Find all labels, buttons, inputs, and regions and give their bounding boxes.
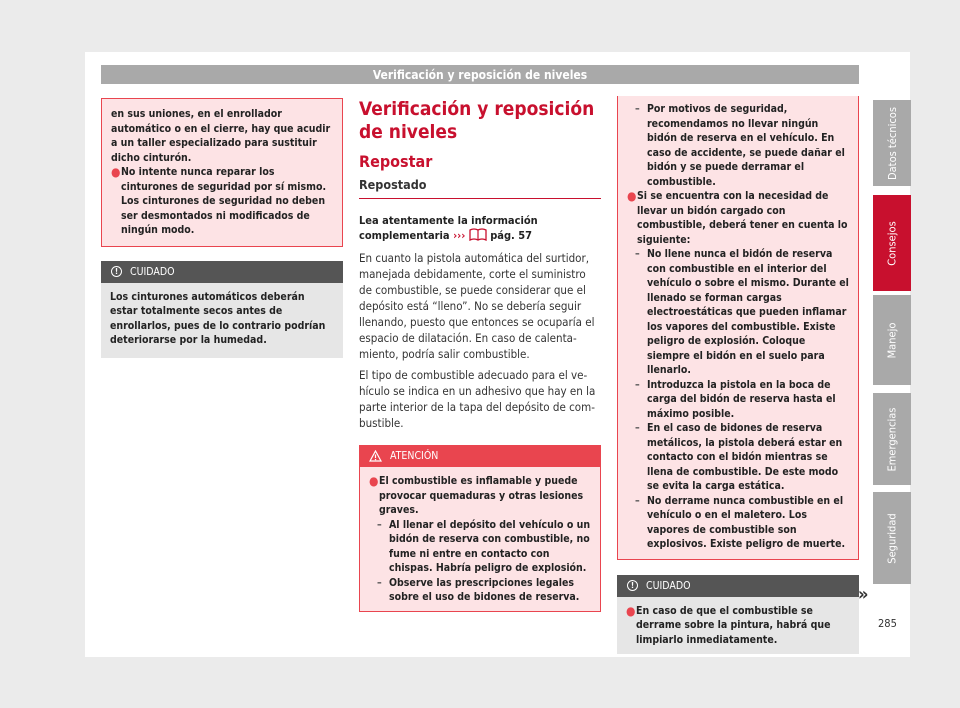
page-reference-link[interactable]: pág. 57 [490, 229, 533, 242]
caution-body [617, 597, 859, 655]
tab-seguridad[interactable] [873, 492, 911, 584]
warning-bullet-text: Si se encuentra con la necesidad de llevar un bidón cargado con combustible, deberá tener en cuenta lo siguiente: [637, 190, 848, 246]
tab-datos-tecnicos[interactable] [873, 100, 911, 186]
caution-header [101, 261, 343, 283]
bullet-dot-icon: ● [111, 165, 121, 179]
dash-marker: – [377, 576, 382, 589]
caution-box [617, 575, 859, 655]
page-header: Verificación y reposición de niveles [101, 65, 859, 84]
book-icon[interactable] [469, 228, 487, 241]
tab-label: Consejos [885, 220, 899, 266]
warning-dash-text: Por motivos de seguridad, recomendamos no llevar ningún bidón de reserva en el vehículo. En caso de accidente, se puede dañar el bidón y se puede derramar el combustible. [647, 103, 845, 188]
dash-marker: – [635, 378, 640, 391]
warning-bullet [111, 165, 333, 238]
section-subtitle-2: Repostado [359, 177, 601, 199]
warning-dash-text: No derrame nunca combustible en el vehículo o en el maletero. Los vapores de combustible son explosivos. Existe peligro de muerte. [647, 494, 846, 550]
tab-label: Emergencias [885, 407, 899, 471]
bullet-dot-icon: ● [627, 189, 637, 203]
tab-label: Seguridad [885, 512, 899, 564]
warning-dash-item [635, 247, 849, 378]
tab-consejos[interactable] [873, 195, 911, 291]
column-2 [359, 98, 601, 612]
warning-box-continued [101, 98, 343, 247]
caution-bullet-text: En caso de que el combustible se derrame sobre la pintura, habrá que limpiarlo inmediatamente. [636, 604, 831, 646]
warning-dash-item [377, 518, 591, 576]
tab-label: Manejo [885, 322, 899, 358]
warning-box [359, 445, 601, 612]
caution-header [617, 575, 859, 597]
warning-dash-item [377, 576, 591, 605]
lead-label: Lea atentamente la información complementaria [359, 214, 538, 242]
warning-triangle-icon [369, 450, 382, 462]
warning-header [359, 445, 601, 467]
paragraph-2: El tipo de combustible adecuado para el vehículo se indica en un adhesivo que hay en la parte interior de la tapa del depósito de combustible. [359, 368, 596, 430]
dash-marker: – [377, 518, 382, 531]
caution-icon: ! [111, 266, 122, 277]
tab-label: Datos técnicos [885, 106, 899, 180]
warning-box-continued [617, 96, 859, 560]
dash-marker: – [635, 103, 640, 115]
column-1 [101, 98, 343, 358]
warning-dash-item [635, 102, 849, 189]
warning-dash-text: No llene nunca el bidón de reserva con combustible en el interior del vehículo o sobre el mismo. Durante el llenado se forman cargas electroestáticas que pueden inflamar los vapores del combustible. Existe peligro de explosión. Coloque siempre el bidón en el suelo para llenarlo. [647, 248, 849, 376]
warning-dash-item [635, 421, 849, 494]
bullet-dot-icon: ● [369, 474, 379, 488]
warning-dash-item [635, 494, 849, 552]
caution-text: Los cinturones automáticos deberán estar totalmente secos antes de enrollarlos, pues de lo contrario podrían deteriorarse por la humedad. [101, 283, 343, 358]
column-3 [617, 96, 859, 654]
caution-bullet [626, 604, 850, 648]
page-number: 285 [878, 617, 897, 630]
dash-marker: – [635, 248, 640, 260]
warning-bullet [369, 474, 591, 518]
warning-dash-text: Al llenar el depósito del vehículo o un bidón de reserva con combustible, no fume ni entre en contacto con chispas. Habría peligro de explosión. [389, 518, 591, 574]
warning-dash-text: En el caso de bidones de reserva metálicos, la pistola deberá estar en contacto con el bidón mientras se llena de combustible. De este modo se evita la carga estática. [647, 422, 843, 492]
caution-icon: ! [627, 580, 638, 591]
warning-title: ATENCIÓN [390, 450, 439, 462]
continue-marker: » [858, 584, 869, 605]
tab-manejo[interactable] [873, 295, 911, 385]
lead-arrows: ››› [453, 229, 466, 242]
dash-marker: – [635, 422, 640, 434]
warning-body [359, 467, 601, 612]
section-subtitle: Repostar [359, 152, 433, 171]
warning-dash-text: Observe las prescripciones legales sobre el uso de bidones de reserva. [389, 576, 580, 603]
paragraph-1: En cuanto la pistola automática del surtidor, manejada debidamente, corte el suministro de combustible, se puede considerar que el depósito está “lleno”. No se debería seguir llenando, puesto que entonces se ocuparía el espacio de dilatación. En caso de calentamiento, podría salir combustible. [359, 251, 595, 361]
tab-emergencias[interactable] [873, 393, 911, 485]
section-title: Verificación y reposición de niveles [359, 98, 595, 143]
warning-continued-text: en sus uniones, en el enrollador automático o en el cierre, hay que acudir a un taller especializado para sustituir dicho cinturón. [111, 108, 331, 164]
warning-dash-text: Introduzca la pistola en la boca de carga del bidón de reserva hasta el máximo posible. [647, 378, 836, 420]
warning-bullet-text: El combustible es inflamable y puede provocar quemaduras y otras lesiones graves. [379, 475, 584, 516]
caution-title: CUIDADO [646, 579, 691, 592]
bullet-dot-icon: ● [626, 603, 636, 618]
lead-text [359, 213, 601, 243]
dash-marker: – [635, 494, 640, 507]
warning-bullet-text: No intente nunca reparar los cinturones de seguridad por sí mismo. Los cinturones de seguridad no deben ser desmontados ni modificados de ningún modo. [121, 166, 327, 236]
warning-bullet [627, 189, 849, 247]
caution-box [101, 261, 343, 358]
warning-dash-item [635, 378, 849, 422]
caution-title: CUIDADO [130, 265, 175, 278]
